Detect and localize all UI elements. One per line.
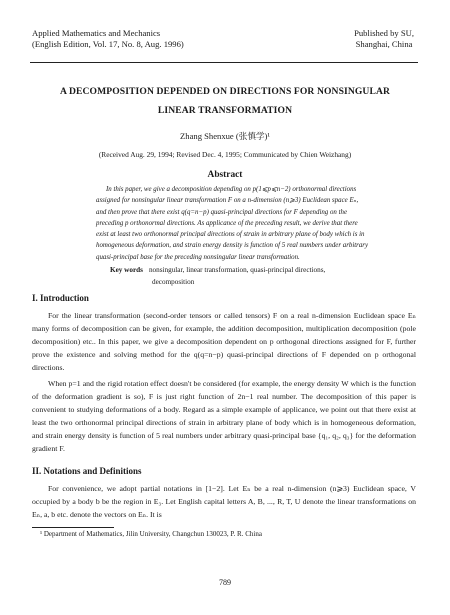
publisher-name: Published by SU, (354, 28, 414, 38)
journal-edition: (English Edition, Vol. 17, No. 8, Aug. 1996) (32, 39, 184, 49)
abstract-body (96, 184, 370, 263)
section-heading-notations: II. Notations and Definitions (32, 466, 142, 476)
keywords-label: Key words (110, 266, 143, 274)
footnote: ¹ Department of Mathematics, Jilin University, Changchun 130023, P. R. China (40, 530, 262, 538)
footnote-rule (32, 527, 114, 528)
section-heading-introduction: I. Introduction (32, 293, 89, 303)
title-line-2: LINEAR TRANSFORMATION (157, 105, 293, 116)
keywords (110, 265, 380, 288)
intro-p1-text: For the linear transformation (second-order tensors or called tensors) F on a real n-dimension Euclidean space Eₙ many forms of decomposition can be given, for example, the addition decomposition, multiplication decomposition (pole decomposition) etc.. In this paper, we give a decomposition dependent on p orthogonal directions assigned for F, further prove the existence and solving method for the q(q=n−p) quasi-principal directions of F depended on p orthogonal directions. (32, 311, 416, 373)
publisher-header (354, 28, 414, 50)
abstract-text: In this paper, we give a decomposition depending on p(1⩽p⩽n−2) orthonormal directions assigned for nonsingular linear transformation F on a n-dimension (n⩾3) Euclidean space Eₙ, and then prove that there exist q(q=n−p) quasi-principal directions for F depending on the preceding p orthonormal directions. As applicance of the preceding result, we derive that there exist at least two orthonormal principal directions of strain in arbitrary plane of body which is in homogeneous deformation, and strain energy density is function of 5 real numbers under arbitrary quasi-principal base for the preceding nonsingular linear transformation. (96, 186, 369, 261)
journal-header (32, 28, 184, 50)
abstract-heading: Abstract (207, 170, 243, 180)
paper-title (40, 82, 410, 120)
author-line: Zhang Shenxue (张慎学)¹ (180, 131, 270, 141)
notations-p1-text: For convenience, we adopt partial notations in [1−2]. Let Eₙ be a real n-dimension (n⩾3) Euclidean space, V occupied by a body b be the region in E₃. Let English capital letters A, B, ..., R, T, U denote the linear transformations on Eₙ, a, b etc. denote the vectors on Eₙ. It is (32, 484, 416, 520)
keywords-line-1: nonsingular, linear transformation, quasi-principal directions, (148, 266, 326, 274)
keywords-line-2: decomposition (152, 277, 195, 286)
journal-name: Applied Mathematics and Mechanics (32, 28, 161, 38)
header-rule (30, 62, 418, 63)
received-dates: (Received Aug. 29, 1994; Revised Dec. 4, 1995; Communicated by Chien Weizhang) (98, 150, 352, 159)
intro-p2-text: When p=1 and the rigid rotation effect doesn't be considered (for example, the energy density W which is the function of the deformation gradient is so), F is just right function of 2n−1 real number. The decomposition of this paper is convenient to studying deformations of a body. Regard as a simple example of applicance, we point out that there exist at least the two orthonormal principal directions of strain in arbitrary plane of body which is in homogeneous deformation, and strain energy density is function of 5 real numbers under arbitrary quasi-principal base {q₁, q₂, q₃} for the deformation gradient F. (32, 379, 416, 454)
introduction-paragraph-1 (32, 309, 416, 374)
introduction-paragraph-2 (32, 377, 416, 456)
title-line-1: A DECOMPOSITION DEPENDED ON DIRECTIONS FOR NONSINGULAR (59, 86, 391, 97)
page-number: 789 (219, 578, 231, 587)
publisher-location: Shanghai, China (355, 39, 413, 49)
notations-paragraph-1 (32, 482, 416, 521)
